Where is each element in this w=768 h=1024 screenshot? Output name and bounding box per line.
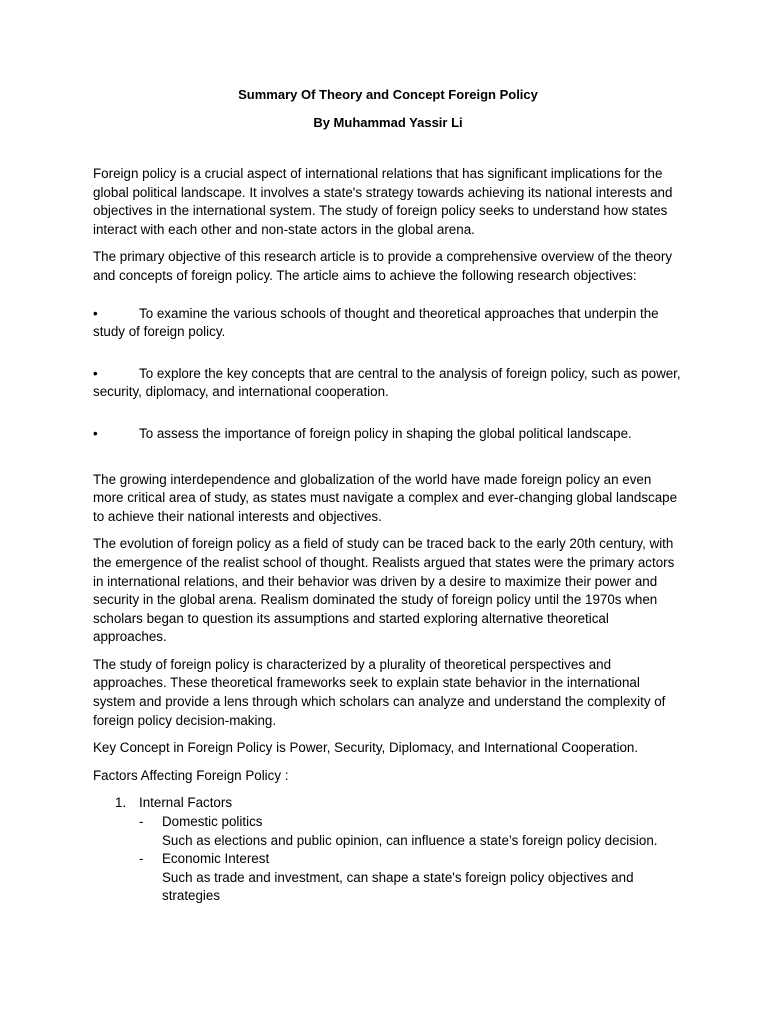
bullet-marker: • xyxy=(93,305,98,321)
sub-item-economic-interest xyxy=(93,850,683,869)
objective-bullet-3 xyxy=(93,425,683,444)
document-page xyxy=(93,86,683,906)
objective-paragraph: The primary objective of this research article is to provide a comprehensive overview of the theory and concepts of foreign policy. The article aims to achieve the following research objectives: xyxy=(93,249,673,283)
key-concept-paragraph: Key Concept in Foreign Policy is Power, Security, Diplomacy, and International Cooperation. xyxy=(93,740,639,756)
list-number: 1. xyxy=(115,795,127,811)
bullet-text: To assess the importance of foreign policy in shaping the global political landscape. xyxy=(139,425,632,441)
list-item-internal-factors xyxy=(93,794,683,813)
list-item-label: Internal Factors xyxy=(139,795,233,811)
bullet-text: To explore the key concepts that are central to the analysis of foreign policy, such as power, security, diplomacy, and international cooperation. xyxy=(93,365,681,400)
sub-item-label: Domestic politics xyxy=(162,814,263,830)
evolution-paragraph: The evolution of foreign policy as a field of study can be traced back to the early 20th century, with the emergence of the realist school of thought. Realists argued that states were the primary actors in international relations, and their behavior was driven by a desire to maximize their power and security in the global arena. Realism dominated the study of foreign policy until the 1970s when scholars began to question its assumptions and started exploring alternative theoretical approaches. xyxy=(93,536,675,645)
sub-item-domestic-politics xyxy=(93,813,683,832)
interdependence-paragraph: The growing interdependence and globalization of the world have made foreign policy an even more critical area of study, as states must navigate a complex and ever-changing global landscape to achieve their national interests and objectives. xyxy=(93,471,678,524)
document-author: By Muhammad Yassir Li xyxy=(313,115,463,130)
factors-heading: Factors Affecting Foreign Policy : xyxy=(93,767,289,783)
objective-bullet-2 xyxy=(93,365,683,402)
dash-marker: - xyxy=(139,814,144,830)
bullet-text: To examine the various schools of thought and theoretical approaches that underpin the study of foreign policy. xyxy=(93,305,659,340)
sub-item-description: Such as elections and public opinion, can influence a state’s foreign policy decision. xyxy=(162,832,658,848)
intro-paragraph: Foreign policy is a crucial aspect of international relations that has significant implications for the global political landscape. It involves a state's strategy towards achieving its national interests and objectives in the international system. The study of foreign policy seeks to understand how states interact with each other and non-state actors in the global arena. xyxy=(93,166,673,237)
plurality-paragraph: The study of foreign policy is characterized by a plurality of theoretical perspectives and approaches. These theoretical frameworks seek to explain state behavior in the international system and provide a lens through which scholars can analyze and understand the complexity of foreign policy decision-making. xyxy=(93,656,666,728)
factors-list xyxy=(93,794,683,906)
sub-item-label: Economic Interest xyxy=(162,851,270,867)
objective-bullet-1 xyxy=(93,305,683,342)
sub-item-description: Such as trade and investment, can shape a state's foreign policy objectives and strategies xyxy=(162,869,634,904)
document-title: Summary Of Theory and Concept Foreign Policy xyxy=(238,87,538,102)
dash-marker: - xyxy=(139,851,144,867)
bullet-marker: • xyxy=(93,425,98,441)
bullet-marker: • xyxy=(93,365,98,381)
